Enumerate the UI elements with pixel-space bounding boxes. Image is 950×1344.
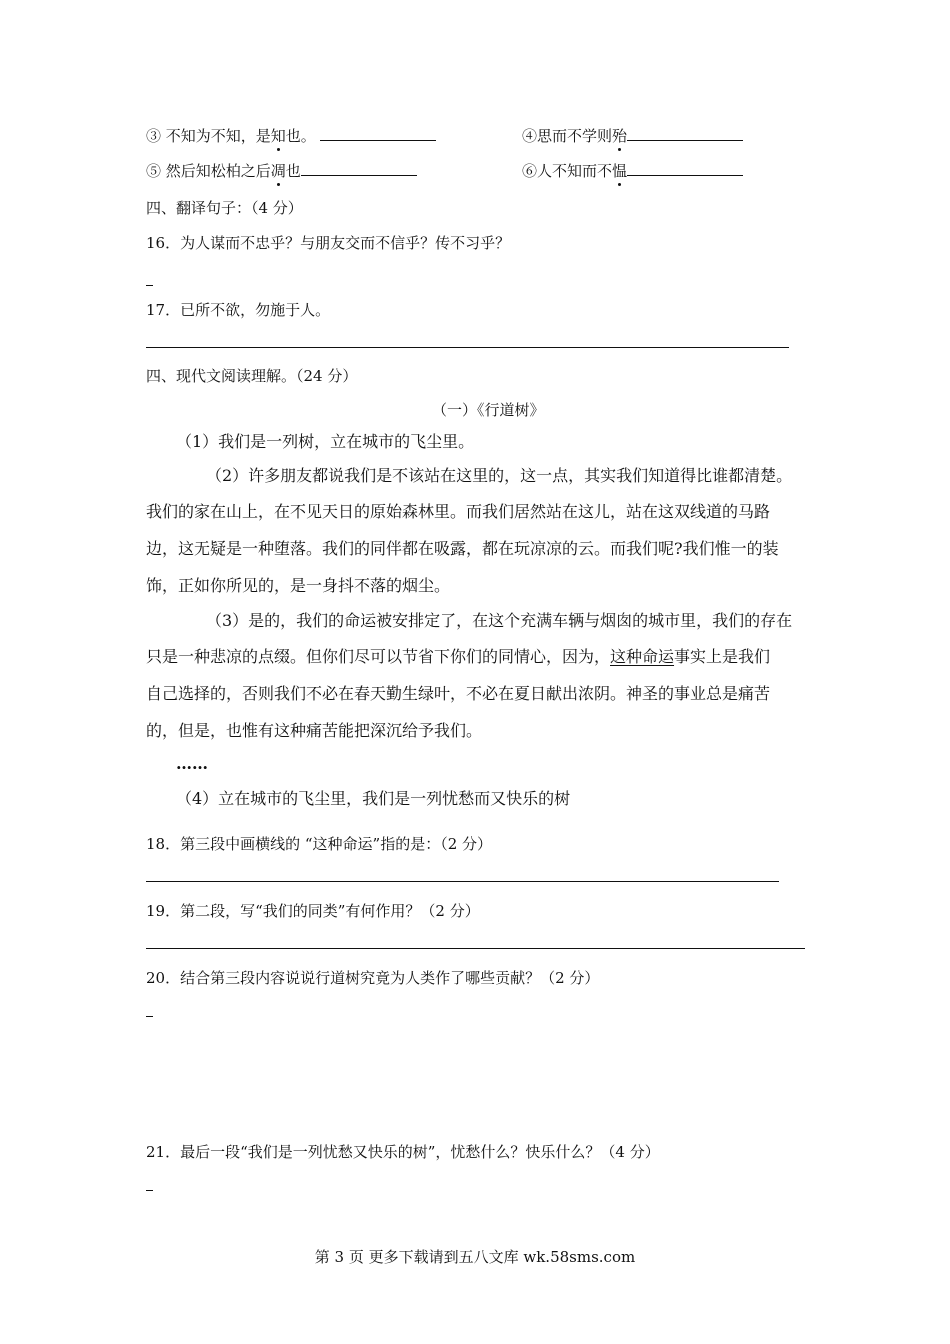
passage-para-3-line: 自己选择的，否则我们不必在春天勤生绿叶，不必在夏日献出浓阴。神圣的事业总是痛苦 xyxy=(146,684,771,703)
emphasis-char: 愠 xyxy=(612,162,628,180)
emphasis-char: 知 xyxy=(270,127,286,145)
question-20: 20．结合第三段内容说说行道树究竟为人类作了哪些贡献？（2 分） xyxy=(146,969,600,987)
item-3: ③ 不知为不知，是知也。 xyxy=(146,126,436,146)
passage-para-3-line: 只是一种悲凉的点缀。但你们尽可以节省下你们的同情心，因为，这种命运事实上是我们 xyxy=(146,647,771,666)
answer-mark[interactable] xyxy=(146,285,153,286)
item-5: ⑤ 然后知松柏之后凋也 xyxy=(146,161,417,181)
passage-para-3-line: 的，但是，也惟有这种痛苦能把深沉给予我们。 xyxy=(146,721,483,740)
item-6: ⑥人不知而不愠 xyxy=(522,161,743,181)
passage-para-1: （1）我们是一列树，立在城市的飞尘里。 xyxy=(176,432,475,451)
answer-blank[interactable] xyxy=(301,161,417,176)
section-reading-title: 四、现代文阅读理解。（24 分） xyxy=(146,367,358,385)
answer-blank[interactable] xyxy=(627,126,743,141)
passage-ellipsis: …… xyxy=(176,754,208,773)
emphasis-char: 殆 xyxy=(612,127,628,145)
passage-para-2-line: 边，这无疑是一种堕落。我们的同伴都在吸露，都在玩凉凉的云。而我们呢?我们惟一的装 xyxy=(146,539,779,558)
question-17: 17．已所不欲，勿施于人。 xyxy=(146,301,331,319)
underlined-phrase: 这种命运 xyxy=(610,647,675,666)
answer-line[interactable] xyxy=(146,948,805,949)
answer-line[interactable] xyxy=(146,347,789,348)
answer-blank[interactable] xyxy=(320,126,436,141)
page-footer: 第 3 页 更多下载请到五八文库 wk.58sms.com xyxy=(314,1248,636,1266)
passage-para-2-line: 饰，正如你所见的，是一身抖不落的烟尘。 xyxy=(146,576,451,595)
item-4: ④思而不学则殆 xyxy=(522,126,743,146)
passage-para-3-line: （3）是的，我们的命运被安排定了，在这个充满车辆与烟囱的城市里，我们的存在 xyxy=(206,611,793,630)
question-21: 21．最后一段“我们是一列忧愁又快乐的树”，忧愁什么？快乐什么？（4 分） xyxy=(146,1143,660,1161)
passage-para-2-line: 我们的家在山上，在不见天日的原始森林里。而我们居然站在这儿，站在这双线道的马路 xyxy=(146,502,771,521)
question-18: 18．第三段中画横线的 “这种命运”指的是：（2 分） xyxy=(146,835,493,853)
emphasis-char: 凋 xyxy=(270,162,286,180)
question-16: 16．为人谋而不忠乎？与朋友交而不信乎？传不习乎？ xyxy=(146,234,511,252)
passage-para-4: （4）立在城市的飞尘里，我们是一列忧愁而又快乐的树 xyxy=(176,789,571,808)
answer-blank[interactable] xyxy=(627,161,743,176)
question-19: 19．第二段，写“我们的同类”有何作用？（2 分） xyxy=(146,902,480,920)
answer-mark[interactable] xyxy=(146,1016,153,1017)
section-translate-title: 四、翻译句子：（4 分） xyxy=(146,199,303,217)
passage-para-2-line: （2）许多朋友都说我们是不该站在这里的，这一点，其实我们知道得比谁都清楚。 xyxy=(206,466,793,485)
passage-title: （一）《行道树》 xyxy=(432,401,545,419)
answer-line[interactable] xyxy=(146,881,779,882)
answer-mark[interactable] xyxy=(146,1190,153,1191)
